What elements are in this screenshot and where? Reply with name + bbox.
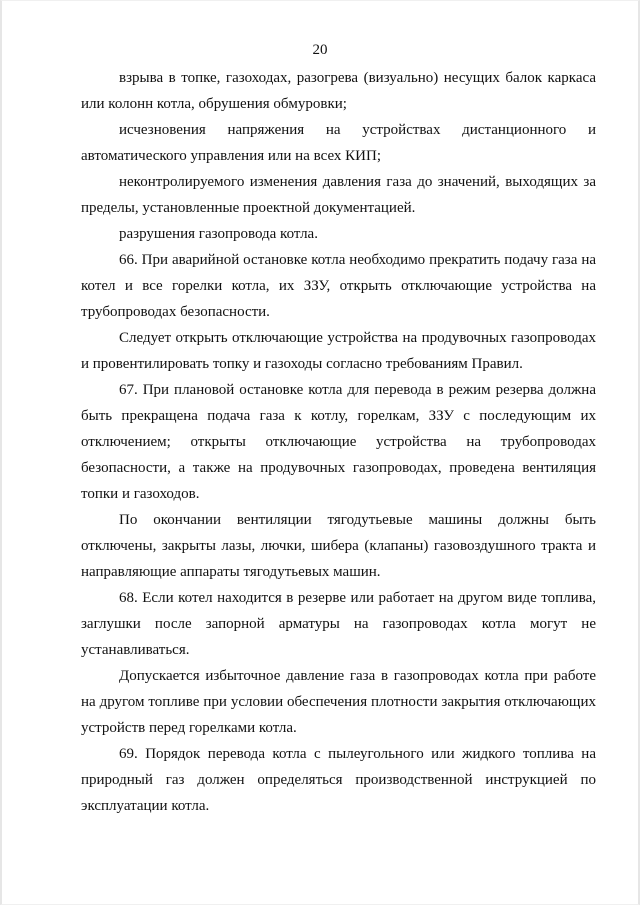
paragraph-68-pressure: Допускается избыточное давление газа в газопроводах котла при работе на другом топливе при условии обеспечения плотности закрытия отключающих устройств перед горелками котла. [81,668,596,736]
paragraph-pipeline-rupture: разрушения газопровода котла. [119,226,318,242]
paragraph-69: 69. Порядок перевода котла с пылеугольного или жидкого топлива на природный газ должен определяться производственной инструкцией по эксплуатации котла. [81,746,596,814]
page-number: 20 [312,42,328,58]
paragraph-66: 66. При аварийной остановке котла необходимо прекратить подачу газа на котел и все горелки котла, их ЗЗУ, открыть отключающие устройства на трубопроводах безопасности. [81,252,596,320]
paragraph-explosion: взрыва в топке, газоходах, разогрева (визуально) несущих балок каркаса или колонн котла, обрушения обмуровки; [81,70,596,112]
document-body [81,65,596,819]
paragraph-68: 68. Если котел находится в резерве или работает на другом виде топлива, заглушки после запорной арматуры на газопроводах котла могут не устанавливаться. [81,590,596,658]
paragraph-66-ventilation: Следует открыть отключающие устройства на продувочных газопроводах и провентилировать топку и газоходы согласно требованиям Правил. [81,330,596,372]
paragraph-pressure-change: неконтролируемого изменения давления газа до значений, выходящих за пределы, установленные проектной документацией. [81,174,596,216]
paragraph-67-ventilation-end: По окончании вентиляции тягодутьевые машины должны быть отключены, закрыты лазы, лючки, шибера (клапаны) газовоздушного тракта и направляющие аппараты тягодутьевых машин. [81,512,596,580]
paragraph-67: 67. При плановой остановке котла для перевода в режим резерва должна быть прекращена подача газа к котлу, горелкам, ЗЗУ с последующим их отключением; открыты отключающие устройства на трубопроводах безопасности, а также на продувочных газопроводах, проведена вентиляция топки и газоходов. [81,382,596,502]
paragraph-voltage-loss: исчезновения напряжения на устройствах дистанционного и автоматического управления или на всех КИП; [81,122,596,164]
